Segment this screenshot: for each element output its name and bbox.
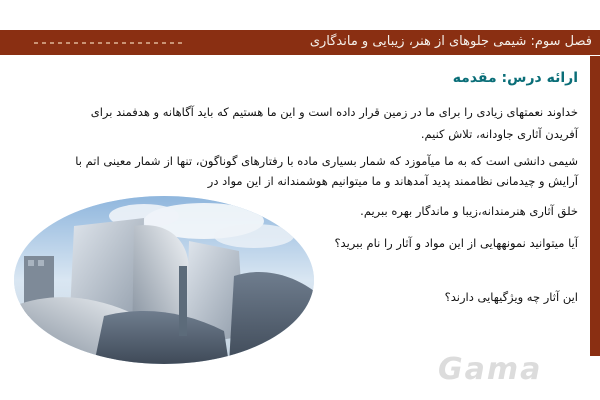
right-accent-bar xyxy=(590,56,600,356)
header-decoration xyxy=(34,42,184,44)
header-bar xyxy=(0,30,600,55)
question-1: آیا میتوانید نمونههایی از این مواد و آثار را نام ببرید؟ xyxy=(334,236,578,250)
building-photo xyxy=(14,196,314,364)
chapter-title: فصل سوم: شیمی جلوهای از هنر، زیبایی و ماندگاری xyxy=(309,34,592,49)
paragraph-2-line-2: آرایش و چیدمانی نظاممند پدید آمدهاند و ما میتوانیم هوشمندانه از این مواد در xyxy=(207,174,578,188)
paragraph-1-line-2: آفریدن آثاری جاودانه، تلاش کنیم. xyxy=(420,127,578,141)
paragraph-1-line-1: خداوند نعمتهای زیادی را برای ما در زمین قرار داده است و این ما هستیم که باید آگاهانه و هدفمند برای xyxy=(90,105,578,119)
question-2: این آثار چه ویژگیهایی دارند؟ xyxy=(444,290,578,304)
paragraph-2-line-3: خلق آثاری هنرمندانه،زیبا و ماندگار بهره ببریم. xyxy=(360,204,578,218)
section-title: ارائه درس: مقدمه xyxy=(452,70,578,86)
building-illustration xyxy=(14,196,314,364)
top-margin xyxy=(0,0,600,28)
paragraph-2-line-1: شیمی دانشی است که به ما میآموزد که شمار بسیاری ماده با رفتارهای گوناگون، تنها از شمار معینی اتم با xyxy=(75,154,578,168)
gama-watermark: Gama xyxy=(438,352,543,387)
